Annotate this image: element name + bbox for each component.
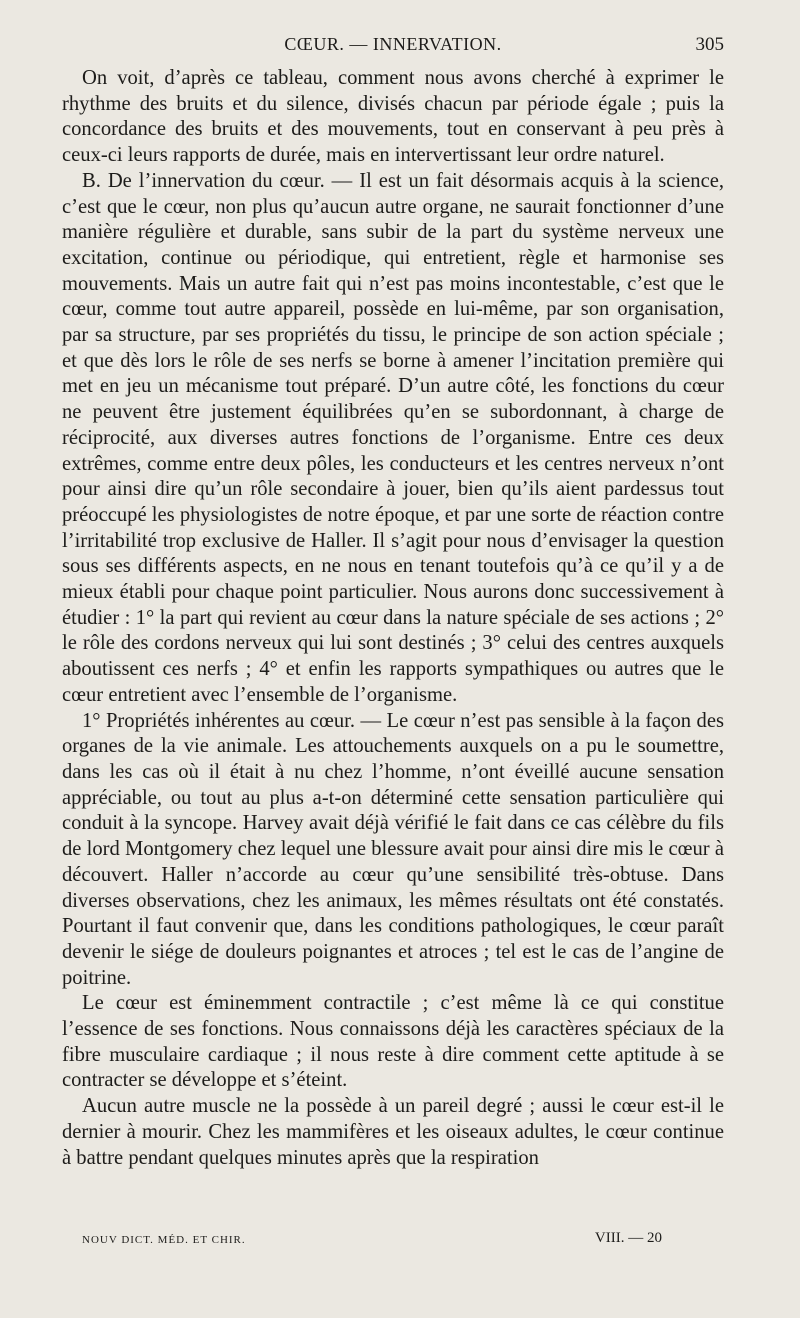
page-footer [82, 1230, 662, 1252]
paragraph-4: Le cœur est éminemment contractile ; c’est même là ce qui constitue l’essence de ses fonctions. Nous connaissons déjà les caractères spéciaux de la fibre musculaire cardiaque ; il nous reste à dire comment cette aptitude à se contracter se développe et s’éteint. [62, 992, 724, 1092]
body-text [62, 66, 724, 1171]
paragraph-5: Aucun autre muscle ne la possède à un pareil degré ; aussi le cœur est-il le dernier à mourir. Chez les mammifères et les oiseaux adultes, le cœur continue à battre pendant quelques minutes après que la respiration [62, 1095, 724, 1169]
page-header [62, 34, 724, 60]
paragraph-2: B. De l’innervation du cœur. — Il est un fait désormais acquis à la science, c’est que le cœur, non plus qu’aucun autre organe, ne saurait fonctionner d’une manière régulière et durable, sans subir de la part du système nerveux une excitation, continue ou périodique, qui entretient, règle et harmonise ses mouvements. Mais un autre fait qui n’est pas moins incontestable, c’est que le cœur, comme tout autre appareil, possède en lui-même, par son organisation, par sa structure, par ses propriétés du tissu, le principe de son action spéciale ; et que dès lors le rôle de ses nerfs se borne à amener l’incitation première qui met en jeu un mécanisme tout préparé. D’un autre côté, les fonctions du cœur ne peuvent être justement équilibrées qu’en se subordonnant, à charge de réciprocité, aux diverses autres fonctions de l’organisme. Entre ces deux extrêmes, comme entre deux pôles, les conducteurs et les centres nerveux n’ont pour ainsi dire qu’un rôle secondaire à jouer, bien qu’ils aient pardessus tout préoccupé les physiologistes de notre époque, et par une sorte de réaction contre l’irritabilité trop exclusive de Haller. Il s’agit pour nous d’envisager la question sous ses différents aspects, en ne nous en tenant toutefois qu’à ce qu’il y a de mieux établi pour chaque point particulier. Nous aurons donc successivement à étudier : 1° la part qui revient au cœur dans la nature spéciale de ses actions ; 2° le rôle des cordons nerveux qui lui sont destinés ; 3° celui des centres auxquels aboutissent ces nerfs ; 4° et enfin les rapports sympathiques ou autres que le cœur entretient avec l’ensemble de l’organisme. [62, 169, 724, 706]
paragraph-1: On voit, d’après ce tableau, comment nous avons cherché à exprimer le rhythme des bruits et du silence, divisés chacun par période égale ; puis la concordance des bruits et des mouvements, tout en conservant à peu près à ceux-ci leurs rapports de durée, mais en intervertissant leur ordre naturel. [62, 67, 724, 167]
volume-mark: VIII. — 20 [594, 1230, 662, 1246]
paragraph-3: 1° Propriétés inhérentes au cœur. — Le cœur n’est pas sensible à la façon des organes de la vie animale. Les attouchements auxquels on a pu le soumettre, dans les cas où il était à nu chez l’homme, n’ont éveillé aucune sensation appréciable, ou tout au plus a-t-on déterminé cette sensation particulière qui conduit à la syncope. Harvey avait déjà vérifié le fait dans ce cas célèbre du fils de lord Montgomery chez lequel une blessure avait pour ainsi dire mis le cœur à découvert. Haller n’accorde au cœur qu’une sensibilité très-obtuse. Dans diverses observations, chez les animaux, les mêmes résultats ont été constatés. Pourtant il faut convenir que, dans les conditions pathologiques, le cœur paraît devenir le siége de douleurs poignantes et atroces ; tel est le cas de l’angine de poitrine. [62, 709, 724, 989]
running-title: CŒUR. — INNERVATION. [284, 34, 502, 54]
page-number: 305 [695, 34, 724, 55]
signature-mark: NOUV DICT. MÉD. ET CHIR. [82, 1234, 246, 1246]
